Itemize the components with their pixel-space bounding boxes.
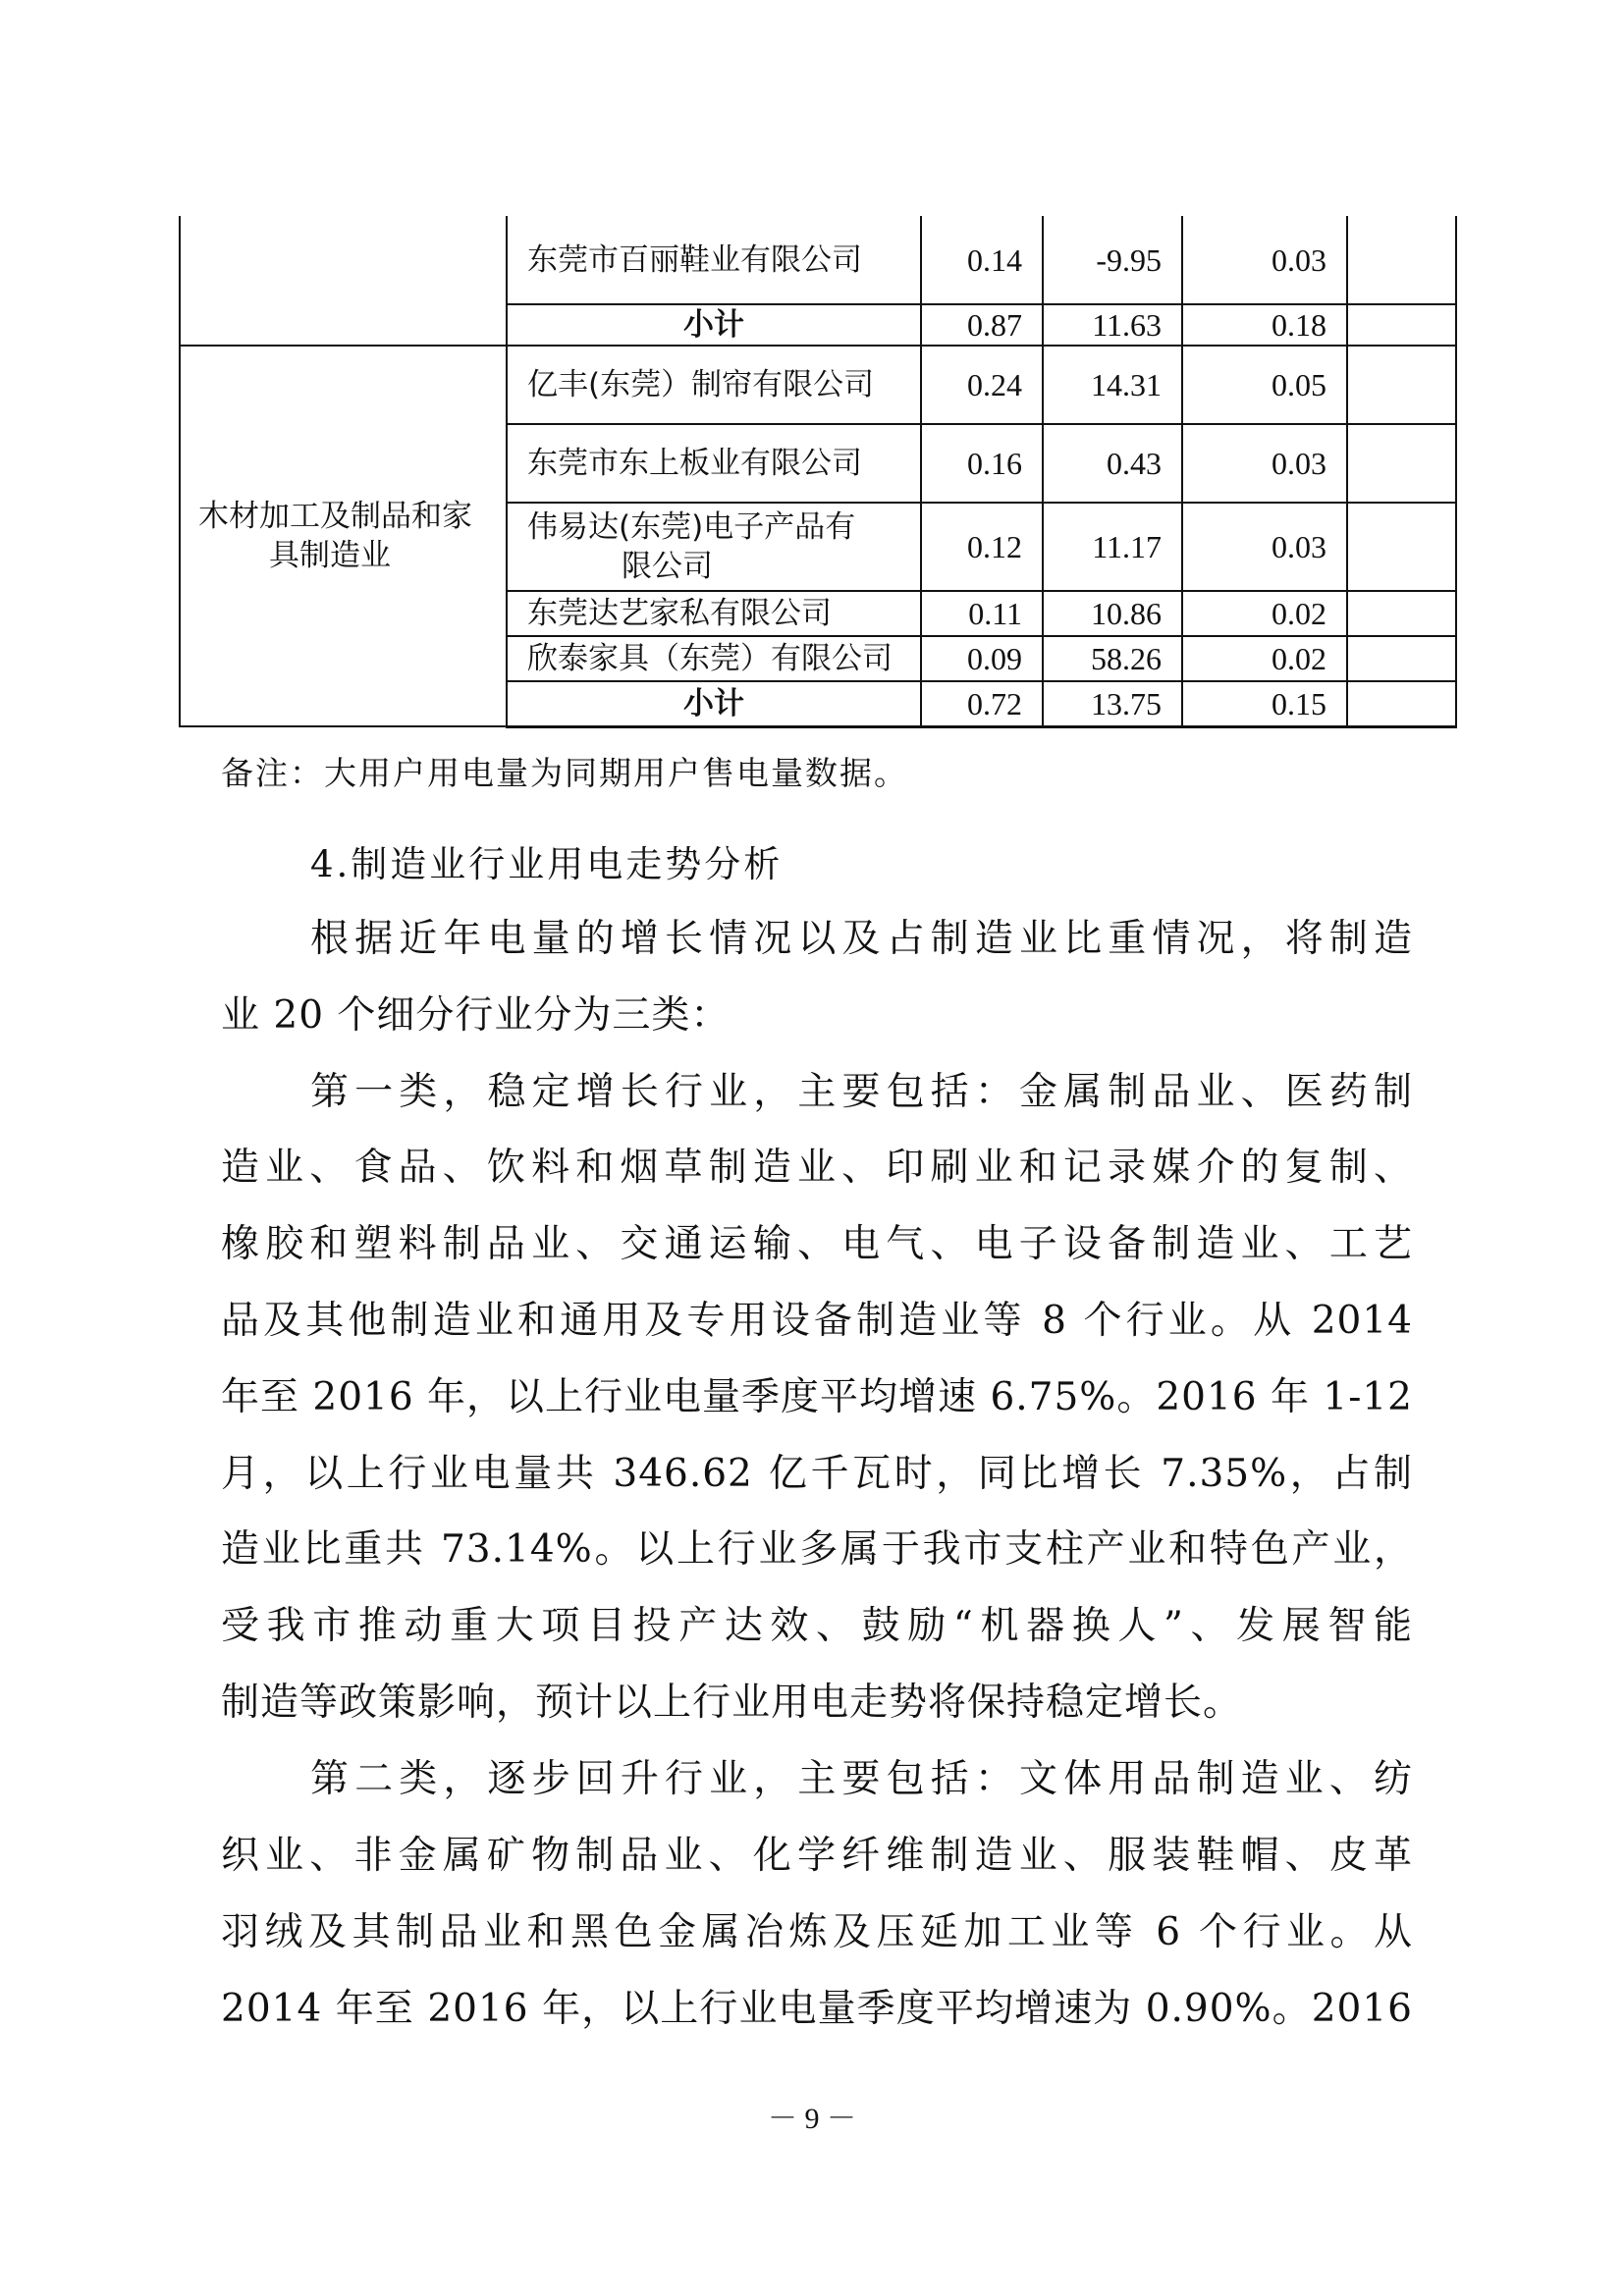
blank-cell: [1347, 304, 1456, 346]
value-cell: 11.17: [1043, 503, 1182, 591]
value-cell: 10.86: [1043, 591, 1182, 636]
industry-cell: [180, 346, 507, 726]
value-cell: 0.05: [1182, 346, 1347, 424]
company-cell: 东莞达艺家私有限公司: [507, 591, 921, 636]
value-cell: 0.12: [921, 503, 1043, 591]
blank-cell: [1347, 346, 1456, 424]
paragraph-line: 品及其他制造业和通用及专用设备制造业等 8 个行业。从 2014: [221, 1299, 1413, 1343]
value-cell: 14.31: [1043, 346, 1182, 424]
company-line2: 限公司: [622, 549, 713, 584]
paragraph-line: 羽绒及其制品业和黑色金属冶炼及压延加工业等 6 个行业。从: [221, 1910, 1413, 1954]
paragraph-line: 造业比重共 73.14%。以上行业多属于我市支柱产业和特色产业，: [221, 1527, 1413, 1572]
paragraph-line: 月，以上行业电量共 346.62 亿千瓦时，同比增长 7.35%，占制: [221, 1452, 1413, 1496]
company-cell: 东莞市百丽鞋业有限公司: [507, 216, 921, 304]
value-cell: 0.11: [921, 591, 1043, 636]
blank-cell: [1347, 681, 1456, 726]
value-cell: 0.24: [921, 346, 1043, 424]
value-cell: 0.02: [1182, 636, 1347, 681]
value-cell: 0.03: [1182, 216, 1347, 304]
value-cell: 0.02: [1182, 591, 1347, 636]
value-cell: 0.14: [921, 216, 1043, 304]
paragraph-line: 2014 年至 2016 年，以上行业电量季度平均增速为 0.90%。2016: [221, 1987, 1413, 2031]
value-cell: 58.26: [1043, 636, 1182, 681]
paragraph-line: 织业、非金属矿物制品业、化学纤维制造业、服装鞋帽、皮革: [221, 1834, 1413, 1878]
value-cell: 0.87: [921, 304, 1043, 346]
section-heading: 4.制造业行业用电走势分析: [310, 843, 784, 885]
value-cell: 0.16: [921, 424, 1043, 503]
company-line1: 伟易达(东莞)电子产品有: [527, 509, 856, 545]
company-cell: 亿丰(东莞）制帘有限公司: [507, 346, 921, 424]
industry-label-line1: 木材加工及制品和家: [198, 499, 472, 534]
value-cell: 0.18: [1182, 304, 1347, 346]
page-number: － 9 －: [768, 2103, 856, 2135]
value-cell: 0.72: [921, 681, 1043, 726]
value-cell: 13.75: [1043, 681, 1182, 726]
company-cell: 东莞市东上板业有限公司: [507, 424, 921, 503]
value-cell: -9.95: [1043, 216, 1182, 304]
blank-cell: [1347, 636, 1456, 681]
value-cell: 0.15: [1182, 681, 1347, 726]
paragraph-line: 第二类，逐步回升行业，主要包括：文体用品制造业、纺: [310, 1757, 1413, 1801]
paragraph-line: 业 20 个细分行业分为三类：: [221, 993, 731, 1038]
value-cell: 0.09: [921, 636, 1043, 681]
value-cell: 0.43: [1043, 424, 1182, 503]
value-cell: 0.03: [1182, 424, 1347, 503]
paragraph-line: 第一类，稳定增长行业，主要包括：金属制品业、医药制: [310, 1070, 1413, 1114]
paragraph-line: 造业、食品、饮料和烟草制造业、印刷业和记录媒介的复制、: [221, 1146, 1413, 1190]
blank-cell: [1347, 216, 1456, 304]
industry-label-line2: 具制造业: [269, 538, 391, 573]
subtotal-label: 小计: [507, 304, 921, 346]
paragraph-line: 制造等政策影响，预计以上行业用电走势将保持稳定增长。: [221, 1681, 1243, 1725]
value-cell: 11.63: [1043, 304, 1182, 346]
table-row: [180, 346, 1456, 424]
paragraph-line: 根据近年电量的增长情况以及占制造业比重情况，将制造: [310, 917, 1413, 961]
blank-cell: [1347, 424, 1456, 503]
company-cell: 欣泰家具（东莞）有限公司: [507, 636, 921, 681]
blank-cell: [1347, 503, 1456, 591]
table-note: 备注：大用户用电量为同期用户售电量数据。: [221, 754, 908, 792]
electricity-table: [179, 216, 1457, 728]
value-cell: 0.03: [1182, 503, 1347, 591]
paragraph-line: 橡胶和塑料制品业、交通运输、电气、电子设备制造业、工艺: [221, 1222, 1413, 1266]
subtotal-label: 小计: [507, 681, 921, 726]
paragraph-line: 受我市推动重大项目投产达效、鼓励“机器换人”、发展智能: [221, 1604, 1413, 1648]
industry-cell-empty: [180, 216, 507, 346]
paragraph-line: 年至 2016 年，以上行业电量季度平均增速 6.75%。2016 年 1-12: [221, 1375, 1413, 1419]
table-row: [180, 216, 1456, 304]
blank-cell: [1347, 591, 1456, 636]
company-cell: [507, 503, 921, 591]
